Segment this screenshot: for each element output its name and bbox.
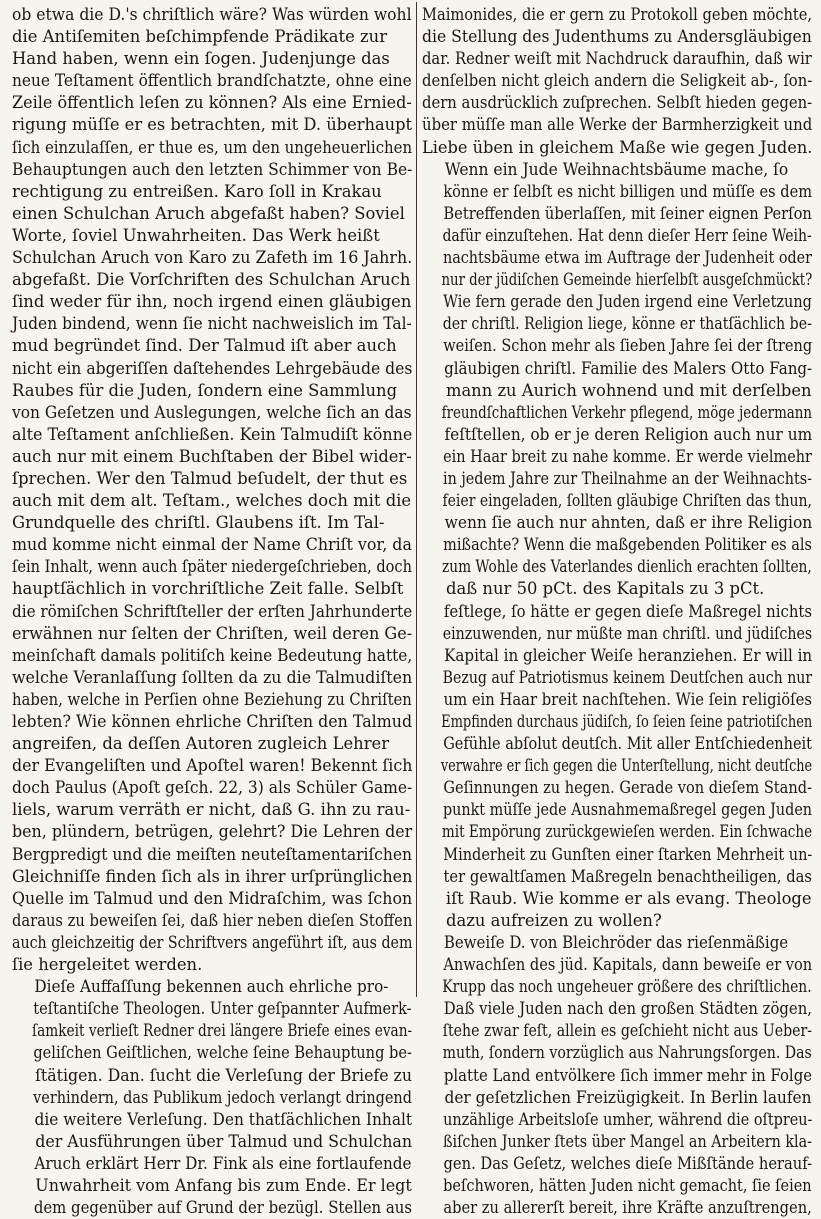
text-line: Liebe üben in gleichem Maße wie gegen Juden. xyxy=(422,137,813,157)
text-line: der Ausführungen über Talmud und Schulchan xyxy=(35,1131,413,1151)
text-line: einzuwenden, nur müßte man chriſtl. und jüdiſches xyxy=(442,623,813,643)
text-line: Unwahrheit vom Anfang bis zum Ende. Er legt xyxy=(35,1175,412,1195)
text-line: muth, ſondern vorzüglich aus Nahrungsſorgen. Das xyxy=(442,1043,812,1063)
text-line: meinſchaft damals politiſch keine Bedeutung hatte, xyxy=(12,645,413,665)
text-line: Quelle im Talmud und den Midraſchim, was ſchon xyxy=(12,888,413,908)
text-line: Kapital in gleicher Weiſe heranziehen. Er will in xyxy=(444,645,813,665)
text-line: Wenn ein Jude Weihnachtsbäume mache, ſo xyxy=(444,159,789,179)
text-line: verhindern, das Publikum jedoch verlangt dringend xyxy=(33,1087,412,1107)
text-line: mud begründet ſind. Der Talmud iſt aber auch xyxy=(12,336,397,356)
text-line: dem gegenüber auf Grund der bezügl. Stellen aus xyxy=(33,1198,413,1218)
text-line: weiſen. Schon mehr als ſieben Jahre ſei der ſtreng xyxy=(443,336,813,356)
text-line: Gleichniſſe finden ſich als in ihrer urſprünglichen xyxy=(12,866,413,886)
text-line: ben, plündern, betrügen, gelehrt? Die Lehren der xyxy=(12,822,413,842)
text-line: mißachte? Wenn die maßgebenden Politiker es als xyxy=(443,535,812,555)
text-line: liels, warum verräth er nicht, daß G. ihn zu rau- xyxy=(12,800,411,820)
text-line: teſtantiſche Theologen. Unter geſpannter Aufmerk- xyxy=(33,999,412,1019)
text-line: freundſchaftlichen Verkehr pflegend, möge jedermann xyxy=(441,402,813,422)
text-line: könne er ſelbſt es nicht billigen und müſſe es dem xyxy=(443,181,813,201)
text-line: iſt Raub. Wie komme er als evang. Theologe xyxy=(445,888,812,908)
paragraph xyxy=(422,159,812,932)
text-line: ſich einzulaſſen, er thue es, um den ungeheuerlichen xyxy=(12,137,413,157)
text-line: ſein Inhalt, wenn auch ſpäter niedergeſchrieben, doch xyxy=(12,557,412,577)
text-line: mud komme nicht einmal der Name Chriſt vor, da xyxy=(12,535,412,555)
text-line: ſprechen. Wer den Talmud beſudelt, der thut es xyxy=(12,468,408,488)
text-line: auch nur mit einem Buchſtaben der Bibel wider- xyxy=(12,446,412,466)
text-line: wenn ſie auch nur ahnten, daß er ihre Religion xyxy=(444,513,813,533)
text-line: angreifen, da deſſen Autoren zugleich Lehrer xyxy=(12,734,390,754)
text-line: Worte, ſoviel Unwahrheiten. Das Werk heißt xyxy=(12,225,380,245)
text-line: der chriſtl. Religion liege, könne er thatſächlich be- xyxy=(442,314,812,334)
text-line: der Evangeliſten und Apoſtel waren! Bekennt ſich xyxy=(12,756,413,776)
text-line: Krupp das noch ungeheuer größere des chriſtlichen. xyxy=(442,977,812,997)
text-line: zum Wohle des Vaterlandes dienlich erachten ſollten, xyxy=(442,557,812,577)
text-line: die Stellung des Judenthums zu Andersgläubigen xyxy=(422,27,812,47)
text-line: hauptſächlich in vorchriſtliche Zeit falle. Selbſt xyxy=(12,579,404,599)
text-line: die Antiſemiten beſchimpfende Prädikate zur xyxy=(12,27,388,47)
text-line: Geſinnungen zu hegen. Gerade von dieſem Stand- xyxy=(443,778,812,798)
text-line: die römiſchen Schriftſteller der erſten Jahrhunderte xyxy=(12,601,413,621)
text-line: ein Haar breit zu nahe komme. Er werde vielmehr xyxy=(443,446,812,466)
text-line: abgefaßt. Die Vorſchriften des Schulchan Aruch xyxy=(12,270,411,290)
text-line: Bezug auf Patriotismus keinem Deutſchen auch nur xyxy=(442,667,813,687)
text-line: Zeile öffentlich leſen zu können? Als eine Ernied- xyxy=(12,93,412,113)
paragraph xyxy=(12,976,412,1219)
paragraph xyxy=(422,4,812,159)
text-line: punkt müſſe jede Ausnahmemaßregel gegen Juden xyxy=(442,800,813,820)
text-line: haben, welche in Perſien ohne Beziehung zu Chriſten xyxy=(12,689,412,709)
text-line: die weitere Verleſung. Den thatſächlichen Inhalt xyxy=(34,1109,413,1129)
paragraph xyxy=(12,4,412,976)
text-line: über müſſe man alle Werke der Barmherzigkeit und xyxy=(422,115,813,135)
text-line: rechtigung zu entreißen. Karo ſoll in Krakau xyxy=(12,181,382,201)
text-line: alte Teſtament anſchließen. Kein Talmudiſt könne xyxy=(12,424,413,444)
text-line: unzählige Arbeitsloſe umher, während die oſtpreu- xyxy=(443,1109,813,1129)
text-line: ſtätigen. Dan. ſucht die Verleſung der Briefe zu xyxy=(35,1065,413,1085)
text-line: Grundquelle des chriſtl. Glaubens iſt. Im Tal- xyxy=(12,513,385,533)
text-line: ſamkeit verlieſt Redner drei längere Briefe eines evan- xyxy=(32,1021,413,1041)
text-line: Schulchan Aruch von Karo zu Zafeth im 16 Jahrh. xyxy=(12,248,413,268)
text-line: Raubes für die Juden, ſondern eine Sammlung xyxy=(12,380,398,400)
text-line: Minderheit zu Gunſten einer ſtarken Mehrheit un- xyxy=(443,844,813,864)
text-line: daß nur 50 pCt. des Kapitals zu 3 pCt. xyxy=(446,579,765,599)
text-line: gläubigen chriſtl. Familie des Malers Otto Fang- xyxy=(444,358,813,378)
text-line: Empfinden durchaus jüdiſch, ſo ſeien ſeine patriotiſchen xyxy=(441,712,813,731)
text-line: Bergpredigt und die meiſten neuteſtamentariſchen xyxy=(12,844,413,864)
text-line: feſtlege, ſo hätte er gegen dieſe Maßregel nichts xyxy=(443,601,813,621)
text-line: Aruch erklärt Herr Dr. Fink als eine fortlaufende xyxy=(34,1153,412,1173)
text-line: ſind weder für ihn, noch irgend einen gläubigen xyxy=(12,292,412,312)
text-line: Wie fern gerade den Juden irgend eine Verletzung xyxy=(443,292,812,312)
text-line: Beweiſe D. von Bleichröder das rieſenmäßige xyxy=(443,932,789,952)
text-line: rigung müſſe er es betrachten, mit D. überhaupt xyxy=(12,115,413,135)
text-line: ßiſchen Junker ſtets über Mangel an Arbeitern kla- xyxy=(442,1131,812,1151)
text-line: Betreffenden überlaſſen, mit ſeiner eignen Perſon xyxy=(443,203,812,223)
text-line: Behauptungen auch den letzten Schimmer von Be- xyxy=(12,159,413,179)
text-line: auch gleichzeitig der Schriftvers angeführt iſt, aus dem xyxy=(12,932,413,952)
text-line: Hand haben, wenn ein ſogen. Judenjunge das xyxy=(12,49,390,69)
text-line: ter gewaltſamen Maßregeln benachtheiligen, das xyxy=(443,866,812,886)
text-line: auch mit dem alt. Teſtam., welches doch mit die xyxy=(12,491,412,511)
text-line: feier eingeladen, ſollten gläubige Chriſten das thun, xyxy=(442,491,812,511)
text-line: in jedem Jahre zur Theilnahme an der Weihnachts- xyxy=(442,468,812,488)
text-line: nicht ein abgeriſſen daſtehendes Lehrgebäude des xyxy=(12,358,413,378)
text-line: Juden bindend, wenn ſie nicht nachweislich im Tal- xyxy=(12,314,412,334)
text-line: um ein Haar breit nachſtehen. Wie ſein religiöſes xyxy=(443,689,812,709)
text-line: ſie hergeleitet werden. xyxy=(12,955,203,975)
text-line: feſtſtellen, ob er je deren Religion auch nur um xyxy=(444,424,813,444)
paragraph xyxy=(422,932,812,1219)
text-line: einen Schulchan Aruch abgefaßt haben? Soviel xyxy=(12,203,405,223)
text-line: dern ausdrücklich zuſprechen. Selbſt hieden gegen- xyxy=(422,93,813,113)
text-line: dar. Redner weiſt mit Nachdruck daraufhin, daß wir xyxy=(422,49,812,69)
text-line: platte Land entvölkere ſich immer mehr in Folge xyxy=(443,1065,813,1085)
text-line: nachtsbäume etwa im Auftrage der Judenheit oder xyxy=(442,248,812,268)
text-line: neue Teſtament öffentlich brandſchatzte, ohne eine xyxy=(12,71,412,91)
text-line: mann zu Aurich wohnend und mit derſelben xyxy=(445,380,812,400)
text-line: dazu aufreizen zu wollen? xyxy=(446,910,662,930)
text-line: dafür einzuſtehen. Hat denn dieſer Herr ſeine Weih- xyxy=(442,225,812,245)
text-line: ob etwa die D.'s chriſtlich wäre? Was würden wohl xyxy=(12,5,412,24)
text-line: welche Veranlaſſung ſollten da zu die Talmudiſten xyxy=(12,667,413,687)
text-line: lebten? Wie können ehrliche Chriſten den Talmud xyxy=(12,712,413,731)
text-line: mit Empörung zurückgewieſen werden. Ein ſchwache xyxy=(441,822,813,842)
right-column xyxy=(422,4,813,1218)
text-line: doch Paulus (Apoſt geſch. 22, 3) als Schüler Game- xyxy=(12,778,413,798)
text-line: geliſchen Geiſtlichen, welche ſeine Behauptung be- xyxy=(33,1043,412,1063)
text-line: Anwachſen des jüd. Kapitals, dann beweiſe er von xyxy=(443,955,813,975)
text-line: daraus zu beweiſen ſei, daß hier neben dieſen Stoffen xyxy=(12,910,413,930)
text-line: nur der jüdiſchen Gemeinde hierſelbſt ausgeſchmückt? xyxy=(441,270,813,290)
text-line: erwähnen nur ſelten der Chriſten, weil deren Ge- xyxy=(12,623,413,643)
text-line: aber zu allererſt bereit, ihre Kräfte anzuſtrengen, xyxy=(443,1198,812,1218)
text-line: verwahre er ſich gegen die Unterſtellung, nicht deutſche xyxy=(440,756,813,776)
text-line: gen. Das Geſetz, welches dieſe Mißſtände herauf- xyxy=(443,1153,813,1173)
text-line: Dieſe Auffaſſung bekennen auch ehrliche pro- xyxy=(34,977,389,997)
text-line: denſelben nicht gleich andern die Seligkeit ab-, ſon- xyxy=(422,71,813,91)
text-line: von Geſetzen und Auslegungen, welche ſich an das xyxy=(12,402,412,422)
text-line: Daß viele Juden nach den großen Städten zögen, xyxy=(443,999,812,1019)
text-line: der geſetzlichen Freizügigkeit. In Berlin laufen xyxy=(444,1087,812,1107)
text-line: ſtehe zwar feſt, allein es geſchieht nicht aus Ueber- xyxy=(442,1021,813,1041)
text-line: Gefühle abſolut deutſch. Mit aller Entſchiedenheit xyxy=(443,734,813,754)
text-line: beſchworen, hätten Juden nicht gemacht, ſie ſeien xyxy=(443,1175,812,1195)
text-line: Maimonides, die er gern zu Protokoll geben möchte, xyxy=(422,5,813,24)
column-divider xyxy=(416,2,417,997)
left-column xyxy=(12,4,413,1218)
